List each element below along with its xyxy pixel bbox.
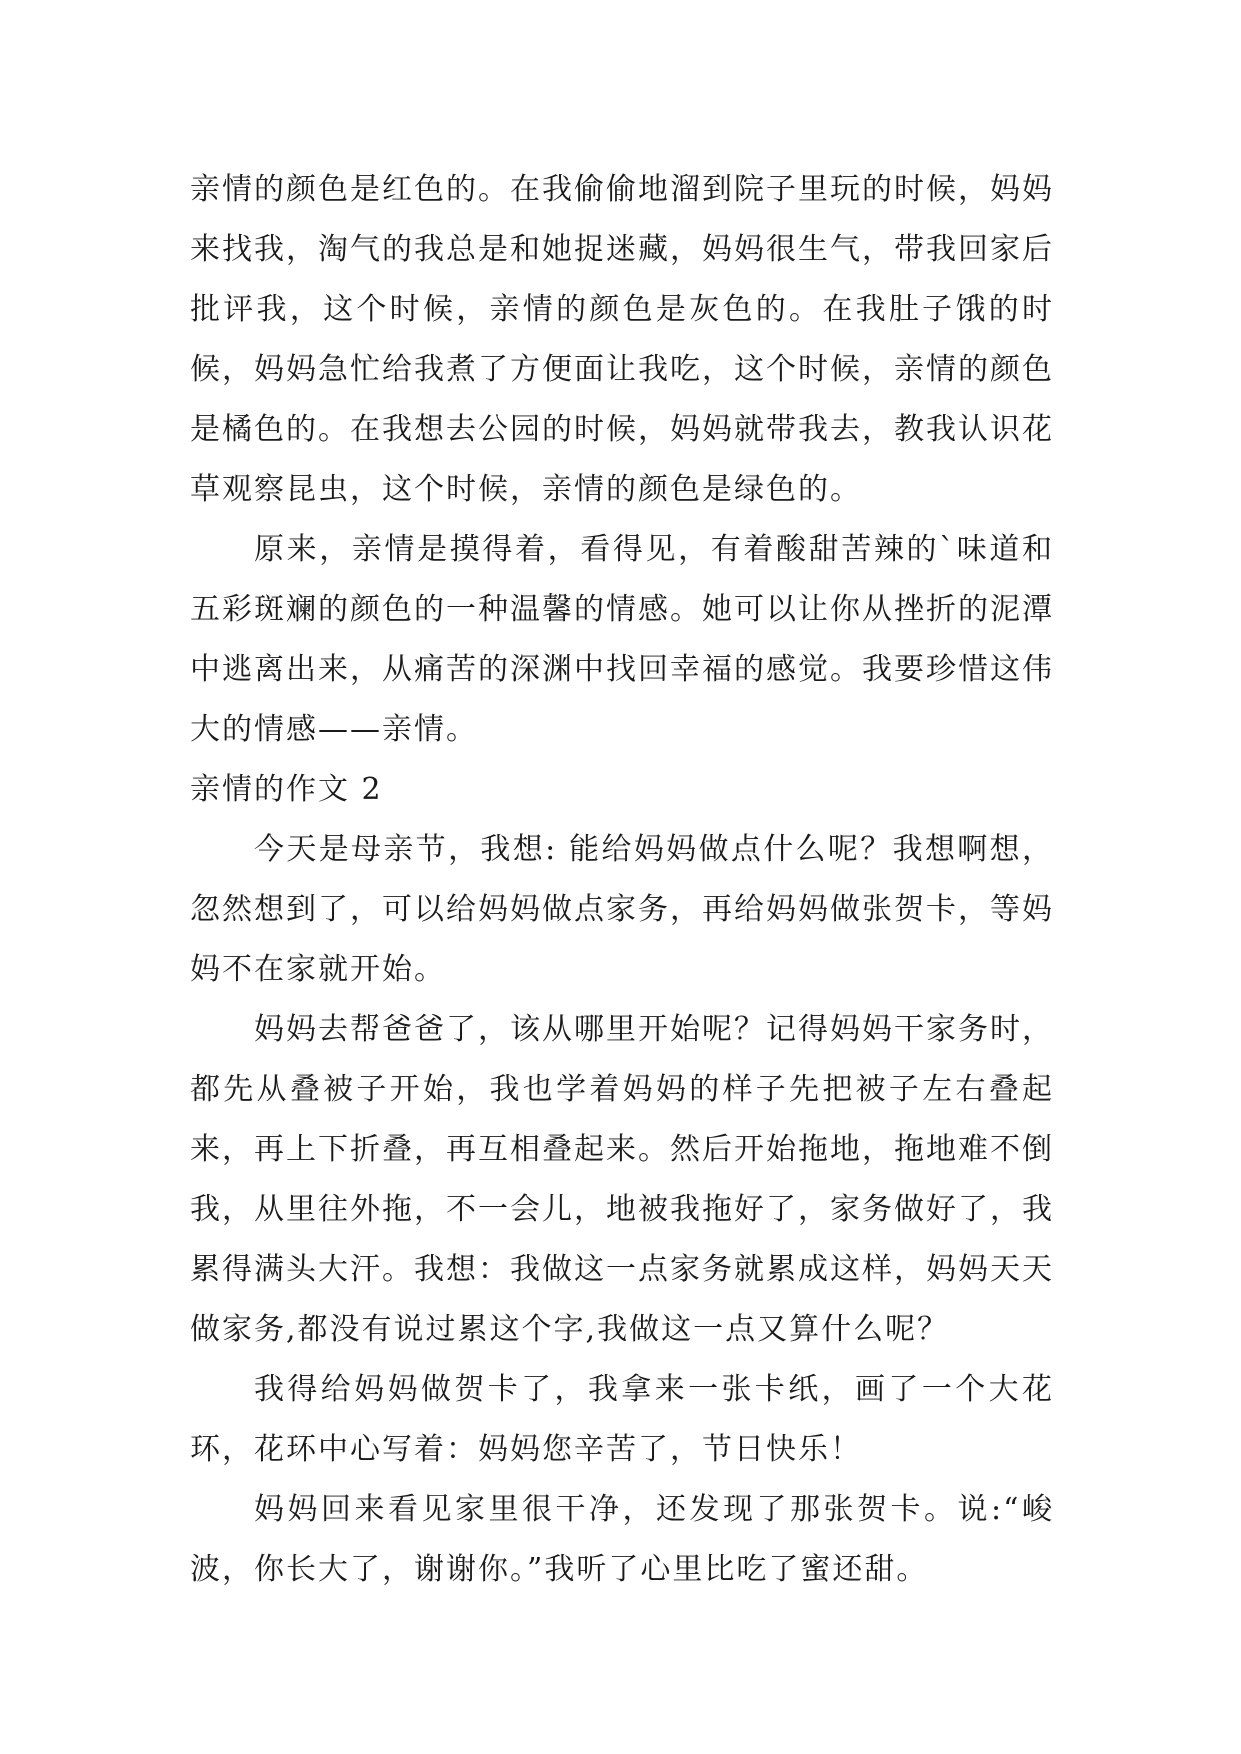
paragraph-housework: 妈妈去帮爸爸了，该从哪里开始呢？记得妈妈干家务时，都先从叠被子开始，我也学着妈妈的样子先把被子左右叠起来，再上下折叠，再互相叠起来。然后开始拖地，拖地难不倒我，从里往外拖，不一会儿，地被我拖好了，家务做好了，我累得满头大汗。我想：我做这一点家务就累成这样，妈妈天天做家务,都没有说过累这个字,我做这一点又算什么呢？ bbox=[190, 1012, 1054, 1347]
paragraph-mother-returns: 妈妈回来看见家里很干净，还发现了那张贺卡。说:“峻波，你长大了，谢谢你。”我听了心里比吃了蜜还甜。 bbox=[190, 1492, 1054, 1587]
paragraph-greeting-card: 我得给妈妈做贺卡了，我拿来一张卡纸，画了一个大花环，花环中心写着：妈妈您辛苦了，节日快乐！ bbox=[190, 1372, 1054, 1467]
essay-heading: 亲情的作文 2 bbox=[190, 772, 383, 807]
document-body bbox=[190, 160, 1054, 1600]
paragraph-colors-of-family: 亲情的颜色是红色的。在我偷偷地溜到院子里玩的时候，妈妈来找我，淘气的我总是和她捉迷藏，妈妈很生气，带我回家后批评我，这个时候，亲情的颜色是灰色的。在我肚子饿的时候，妈妈急忙给我煮了方便面让我吃，这个时候，亲情的颜色是橘色的。在我想去公园的时候，妈妈就带我去，教我认识花草观察昆虫，这个时候，亲情的颜色是绿色的。 bbox=[190, 172, 1054, 507]
paragraph-mothers-day: 今天是母亲节，我想: 能给妈妈做点什么呢？我想啊想，忽然想到了，可以给妈妈做点家务，再给妈妈做张贺卡，等妈妈不在家就开始。 bbox=[190, 832, 1054, 987]
paragraph-conclusion: 原来，亲情是摸得着，看得见，有着酸甜苦辣的`味道和五彩斑斓的颜色的一种温馨的情感。她可以让你从挫折的泥潭中逃离出来，从痛苦的深渊中找回幸福的感觉。我要珍惜这伟大的情感——亲情。 bbox=[190, 532, 1054, 747]
